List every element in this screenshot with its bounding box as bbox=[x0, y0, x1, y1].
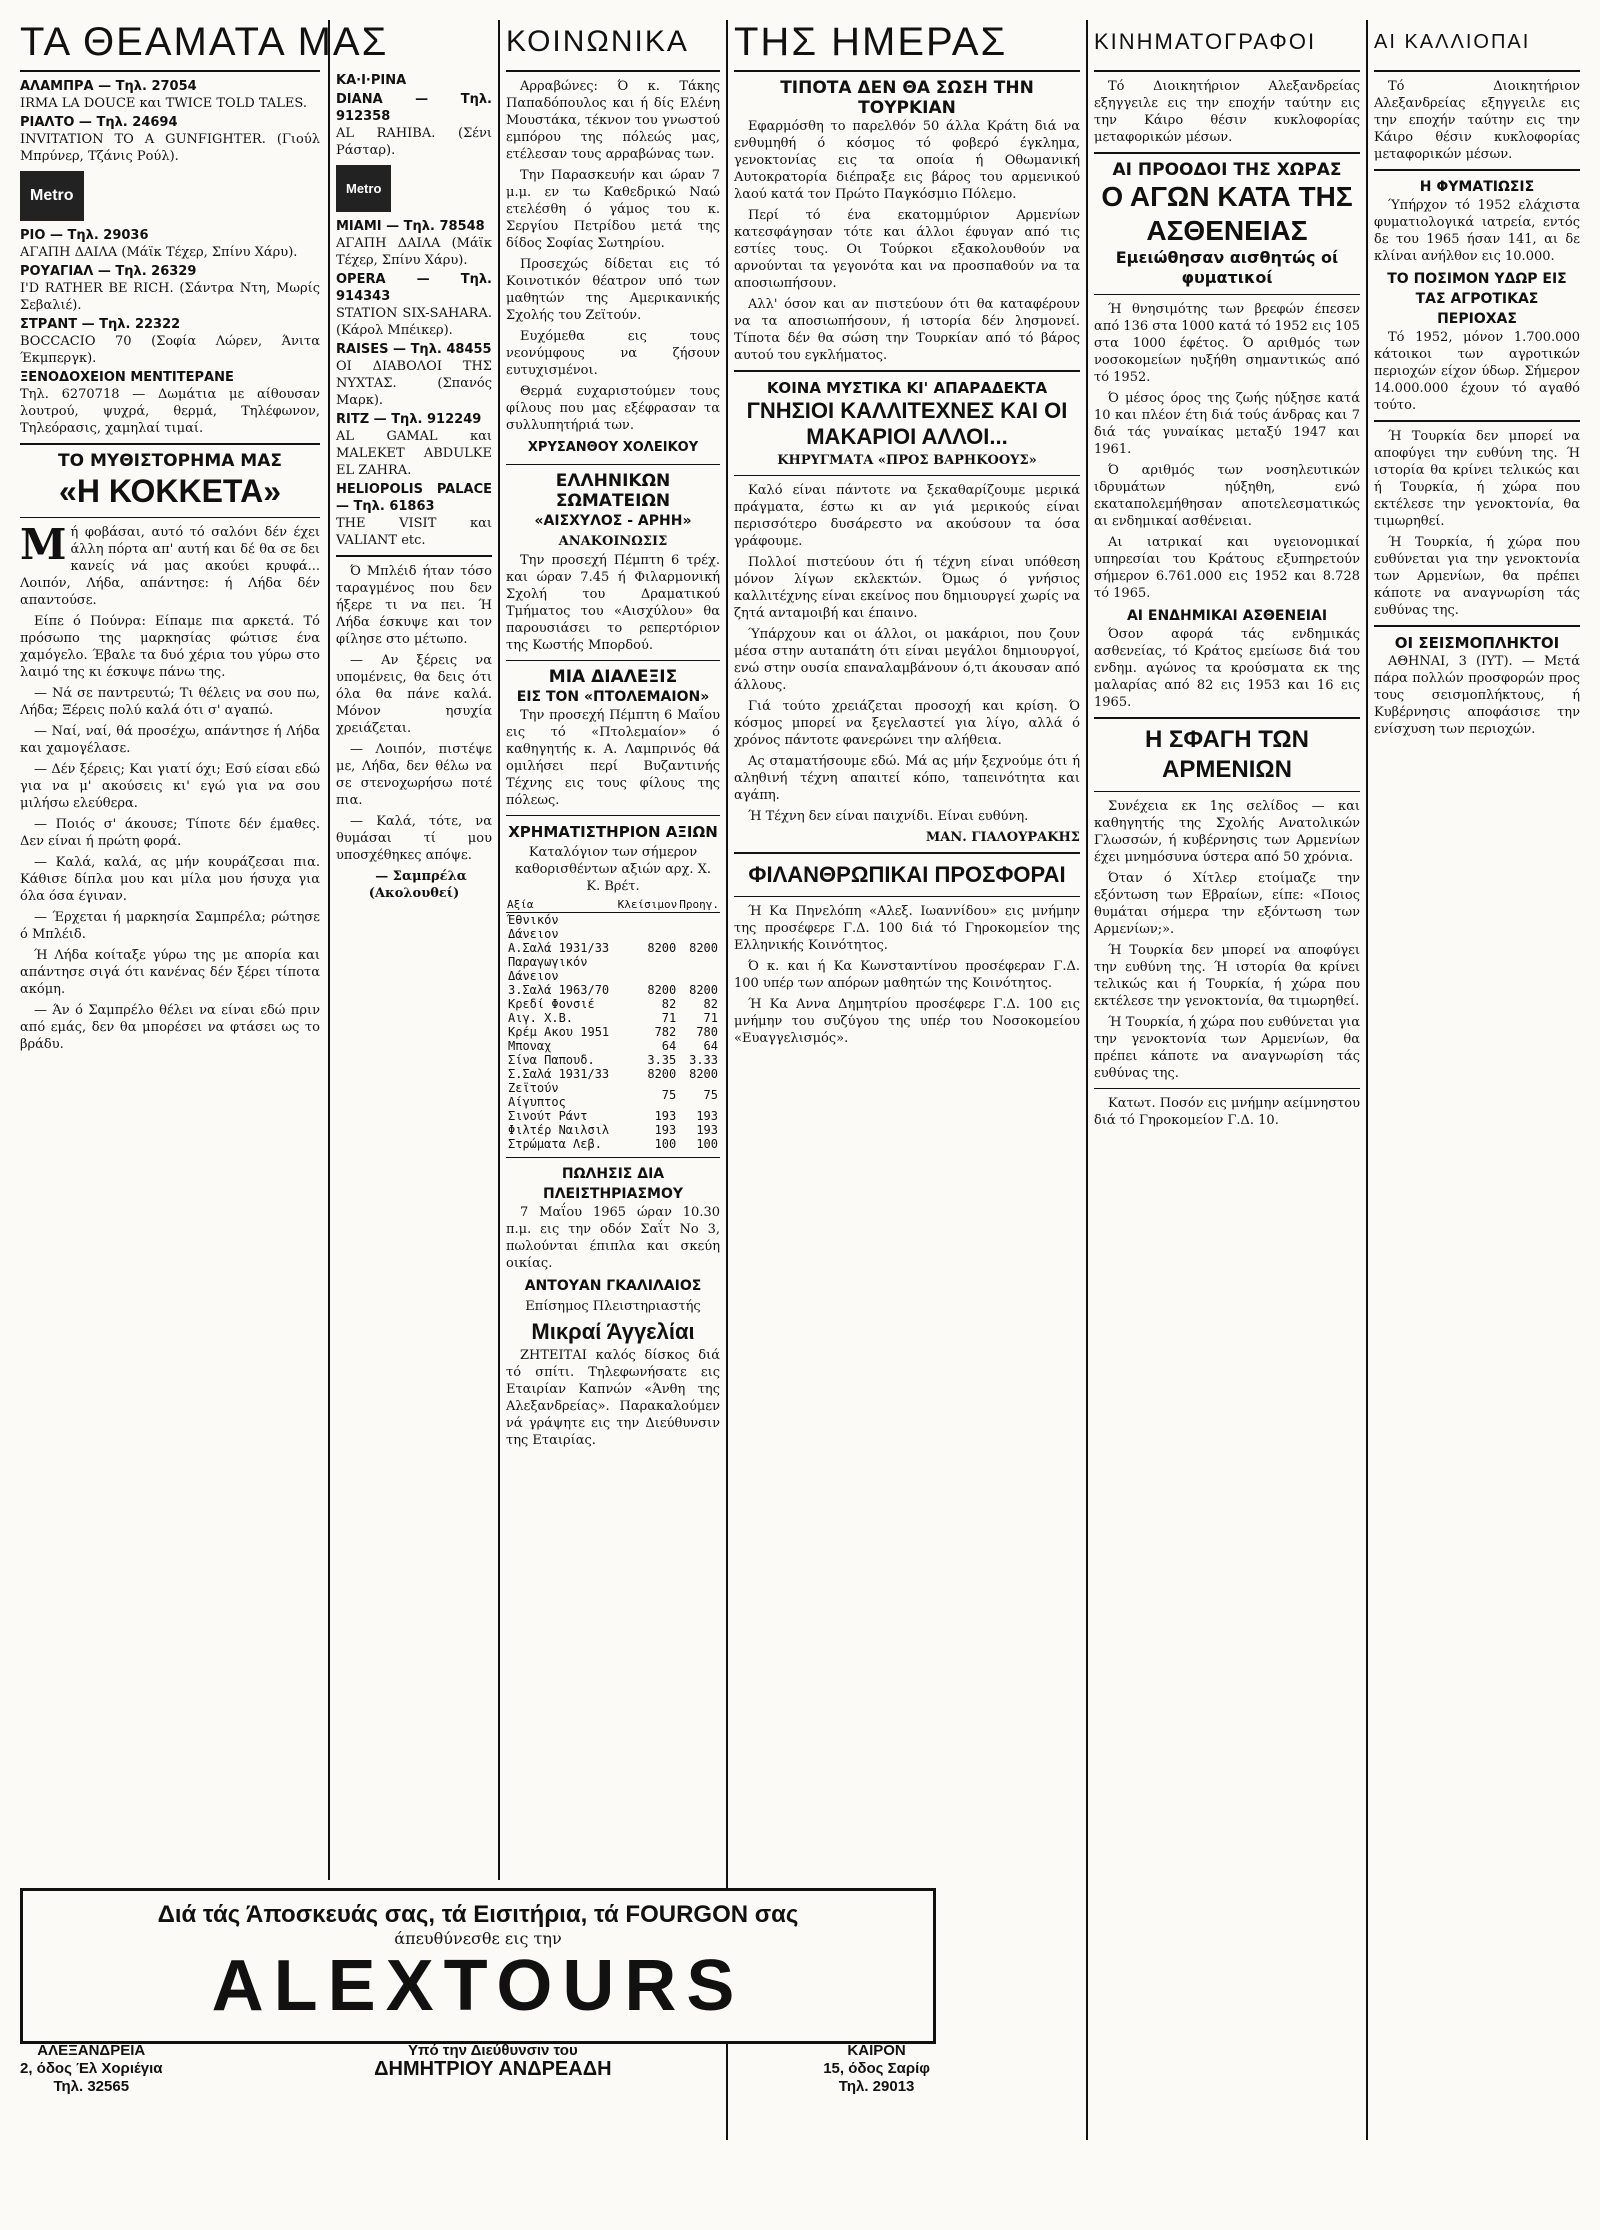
daily-title: ΤΗΣ ΗΜΕΡΑΣ bbox=[734, 20, 1008, 64]
stock-value: 782 bbox=[654, 1025, 677, 1039]
armenian-paragraph: Ή Τουρκία, ή χώρα που ευθύνεται για την γενοκτονία των Αρμενίων, θα πρέπει κάποτε να αναγνωρίση τάς ευθύνας της. bbox=[1374, 535, 1580, 618]
stock-row bbox=[506, 983, 720, 997]
stock-row bbox=[506, 913, 720, 942]
right-column bbox=[1374, 20, 1580, 2190]
stock-value: 82 bbox=[703, 997, 718, 1011]
stock-value: 8200 bbox=[689, 941, 718, 955]
novel-paragraph: — Ποιός σ' άκουσε; Τίποτε δέν έμαθες. Δεν είναι ή πρώτη φορά. bbox=[20, 817, 320, 849]
feature-paragraph: Καλό είναι πάντοτε να ξεκαθαρίζουμε μερικά πράγματα, έστω κι αν γιά μερικούς είναι περισσότερο δυσάρεστο να ακούσουν τα όσα γράφουμε. bbox=[734, 483, 1080, 549]
stock-value: 3.35 bbox=[647, 1053, 677, 1067]
newspaper-page bbox=[20, 20, 1580, 2190]
charity-paragraph: Ή Κα Αννα Δημητρίου προσέφερε Γ.Δ. 100 εις μνήμην του συζύγου της υπέρ του Νοσοκομείου «Ευαγγελισμός». bbox=[734, 997, 1080, 1046]
stock-header: Κλείσιμον bbox=[617, 898, 678, 911]
stock-name: Σινούτ Ράντ bbox=[508, 1109, 588, 1123]
stock-name: Κρέμ Ακου 1951 bbox=[508, 1025, 610, 1039]
stock-name: Έθνικόν Δάνειον bbox=[508, 913, 559, 941]
ad-line-1: Διά τάς Άποσκευάς σας, τά Εισιτήρια, τά FOURGON σας bbox=[157, 1901, 799, 1928]
ad-director: Υπό την Διεύθυνσιν του ΔΗΜΗΤΡΙΟΥ ΑΝΔΡΕΑΔΗ bbox=[374, 2042, 612, 2080]
societies-subtitle: «ΑΙΣΧΥΛΟΣ - ΑΡΗΗ» bbox=[534, 513, 692, 529]
stock-value: 64 bbox=[661, 1039, 677, 1053]
social-paragraph: Θερμά ευχαριστούμεν τους φίλους που μας εξέφρασαν τα συλλυπητήριά των. bbox=[506, 384, 720, 433]
right-title: ΑΙ ΚΑΛΛΙΟΠΑΙ bbox=[1374, 31, 1531, 53]
stock-name: Ζεϊτούν Αίγυπτος bbox=[508, 1081, 566, 1109]
stock-value: 8200 bbox=[689, 1067, 718, 1081]
lead-paragraph: Περί τό ένα εκατομμύριον Αρμενίων κατεσφάγησαν τότε και άλλοι έφυγαν από τις εστίες τους. Οι Τούρκοι εξακολουθούν να αρνούνται τα γεγονότα και να προσπαθούν να τα αποσιωπήσουν. bbox=[734, 208, 1080, 291]
lecture-title: ΜΙΑ ΔΙΑΛΕΞΙΣ bbox=[548, 667, 678, 687]
stock-value: 193 bbox=[696, 1123, 718, 1137]
novel-paragraph: — Νά σε παντρευτώ; Τι θέλεις να σου πω, Λήδα; Ξέρεις πολύ καλά ότι σ' αγαπώ. bbox=[20, 686, 320, 718]
novel-dropcap: Μ bbox=[20, 520, 67, 569]
theatres-column-2 bbox=[336, 20, 492, 2190]
theatre-entry: ΣΤΡΑΝΤ — Τηλ. 22322 BOCCACIO 70 (Σοφία Λώρεν, Άνιτα Έκμπεργκ). bbox=[20, 317, 320, 366]
social-title: ΚΟΙΝΩΝΙΚΑ bbox=[506, 25, 689, 58]
stock-row bbox=[506, 1039, 720, 1053]
stock-value: 71 bbox=[703, 1011, 718, 1025]
stock-row bbox=[506, 1067, 720, 1081]
stock-header: Προηγ. bbox=[679, 898, 719, 911]
armenian-paragraph: Ή Τουρκία δεν μπορεί να αποφύγει την ευθύνη της. Ή ιστορία θα κρίνει τελικώς και ή Τουρκία, ή χώρα που εκτέλεσε την γενοκτονία, θα τιμωρηθεί. bbox=[1094, 943, 1360, 1009]
armenian-paragraph: Όταν ό Χίτλερ ετοίμαζε την εξόντωση των Εβραίων, είπε: «Ποιος θυμάται σήμερα την εξόντωση των Αρμενίων;». bbox=[1094, 871, 1360, 937]
stock-row bbox=[506, 997, 720, 1011]
stock-value: 75 bbox=[661, 1088, 677, 1102]
stock-value: 82 bbox=[661, 997, 677, 1011]
stock-value: 8200 bbox=[689, 983, 718, 997]
metro-logo: Metro bbox=[336, 165, 391, 212]
stock-value bbox=[678, 955, 720, 983]
alextours-ad bbox=[20, 1888, 936, 2044]
stock-name: Κρεδί Φονσιέ bbox=[508, 997, 595, 1011]
lecture-subtitle: ΕΙΣ ΤΟΝ «ΠΤΟΛΕΜΑΙΟΝ» bbox=[516, 689, 710, 705]
stock-name: 3.Σαλά 1963/70 bbox=[508, 983, 610, 997]
novel-paragraph: — Άν ό Σαμπρέλο θέλει να είναι εδώ πριν από εμάς, δεν θα μπορέσει να φτάσει ως το βράδυ. bbox=[20, 1003, 320, 1052]
rural-text: Τό 1952, μόνον 1.700.000 κάτοικοι των αγροτικών περιοχών είχον ύδωρ. Σήμερον 14.000.000 έχουν τό αγαθό τούτο. bbox=[1374, 330, 1580, 413]
novel-paragraph: Μή φοβάσαι, αυτό τό σαλόνι δέν έχει άλλη πόρτα απ' αυτή και δέ θα σε δει κανείς νά μας ακούει κρυφά... Λοιπόν, Λήδα, απάντησε: ή Λήδα δέν απαντούσε. bbox=[20, 520, 320, 608]
auction-title: ΠΩΛΗΣΙΣ ΔΙΑ ΠΛΕΙΣΤΗΡΙΑΣΜΟΥ bbox=[543, 1166, 683, 1202]
stock-value: 8200 bbox=[647, 983, 677, 997]
feature-paragraph: Ύπάρχουν και οι άλλοι, οι μακάριοι, που ζουν μέσα στην αυταπάτη ότι είναι μεγάλοι δημιουργοί, ενώ στην ουσία επαναλαμβάνουν ό,τι άκουσαν από άλλους. bbox=[734, 627, 1080, 693]
auctioneer-role: Επίσημος Πλειστηριαστής bbox=[525, 1299, 701, 1314]
feature-label: ΚΟΙΝΑ ΜΥΣΤΙΚΑ ΚΙ' ΑΠΑΡΑΔΕΚΤΑ bbox=[766, 379, 1048, 397]
stock-name: Α.Σαλά 1931/33 bbox=[508, 941, 610, 955]
social-paragraph: Την Παρασκευήν και ώραν 7 μ.μ. εν τω Καθεδρικώ Ναώ ετελέσθη ό γάμος του κ. Σεργίου Πετρίδου μετά της δίδος Σοφίας Σωτηρίου. bbox=[506, 168, 720, 251]
auction-text: 7 Μαΐου 1965 ώραν 10.30 π.μ. εις την οδόν Σαΐτ Νο 3, πωλούνται έπιπλα και σκεύη οικίας. bbox=[506, 1205, 720, 1271]
stock-row bbox=[506, 1109, 720, 1123]
feature-paragraph: Ας σταματήσουμε εδώ. Μά ας μήν ξεχνούμε ότι ή αληθινή τέχνη απαιτεί κόπο, ταπεινότητα και αγάπη. bbox=[734, 754, 1080, 803]
announcement-label: ΑΝΑΚΟΙΝΩΣΙΣ bbox=[558, 534, 668, 549]
ad-footer bbox=[20, 2042, 930, 2102]
quake-text: ΑΘΗΝΑΙ, 3 (ΙΥΤ). — Μετά πάρα πολλών προσφορών προς τους σεισμοπλήκτους, ή Κυβέρνησις αποφάσισε την ενίσχυση των περιοχών. bbox=[1374, 654, 1580, 737]
stock-name: Φιλτέρ Ναιλσιλ bbox=[508, 1123, 610, 1137]
stock-name: Σίνα Παπουδ. bbox=[508, 1053, 595, 1067]
feature-paragraph: Πολλοί πιστεύουν ότι ή τέχνη είναι υπόθεση μόνον λίγων εκλεκτών. Όμως ό γνήσιος καλλιτέχνης είναι εκείνος που δημιουργεί χωρίς να ζητά ανταμοιβή και έπαινο. bbox=[734, 555, 1080, 621]
lead-paragraph: Εφαρμόσθη το παρελθόν 50 άλλα Κράτη διά να ενθυμηθή ό κόσμος τό φοβερό έγκλημα, γενοκτονίας εις τα οποία ή Οθωμανική Αυτοκρατορία διέπραξε εις βάρος του αρμενικού λαού κατά τον Πρώτο Παγκόσμιο Πόλεμο. bbox=[734, 119, 1080, 202]
ad-left-office: ΑΛΕΞΑΝΔΡΕΙΑ 2, όδος Έλ Χοριέγια Τηλ. 32565 bbox=[20, 2042, 163, 2095]
auctioneer-name: ΑΝΤΟΥΑΝ ΓΚΑΛΙΛΑΙΟΣ bbox=[524, 1278, 702, 1294]
novel-paragraph: — Καλά, τότε, να θυμάσαι τί μου υποσχέθηκες απόψε. bbox=[336, 814, 492, 863]
armenian-paragraph: Συνέχεια εκ 1ης σελίδος — και καθηγητής της Σχολής Ανατολικών Γλωσσών, ή κυβέρνησις των Αρμενίων έχει μνημόσυνα ύστερα από 50 χρόνια. bbox=[1094, 799, 1360, 865]
stock-row bbox=[506, 941, 720, 955]
progress-subtitle: Εμειώθησαν αισθητώς οί φυματικοί bbox=[1115, 248, 1339, 287]
theatre-entry: OPERA — Τηλ. 914343 STATION SIX-SAHARA. (Κάρολ Μπέικερ). bbox=[336, 272, 492, 338]
stock-value: 8200 bbox=[647, 1067, 677, 1081]
lead-paragraph: Αλλ' όσον και αν πιστεύουν ότι θα καταφέρουν να τα αποσιωπήσουν, ή ιστορία δέν λησμονεί. Τίποτα δέν θα σώση την Τουρκίαν από τό βάρος αυτού του εγκλήματος. bbox=[734, 297, 1080, 363]
announcement-text: Την προσεχή Πέμπτη 6 τρέχ. και ώραν 7.45 ή Φιλαρμονική Σχολή του Δραματικού Τμήματος του «Αισχύλου» θα παρουσιάσει το ρεπερτόριον της Κωστής Μπορδού. bbox=[506, 553, 720, 653]
stock-row bbox=[506, 1137, 720, 1151]
stock-row bbox=[506, 1025, 720, 1039]
stock-value: 780 bbox=[696, 1025, 718, 1039]
theatre-entry: DIANA — Τηλ. 912358 AL RAHIBA. (Σένι Ράσταρ). bbox=[336, 92, 492, 158]
theatre-entry: ΚΑ·Ι·ΡΙΝΑ bbox=[336, 73, 407, 88]
daily-column bbox=[734, 20, 1080, 2190]
endemic-title: ΑΙ ΕΝΔΗΜΙΚΑΙ ΑΣΘΕΝΕΙΑΙ bbox=[1126, 608, 1328, 624]
novel-paragraph: — Έρχεται ή μαρκησία Σαμπρέλα; ρώτησε ό Μπλέιδ. bbox=[20, 910, 320, 942]
progress-kicker: ΑΙ ΠΡΟΟΔΟΙ ΤΗΣ ΧΩΡΑΣ bbox=[1112, 160, 1342, 180]
progress-paragraph: Ό αριθμός των νοσηλευτικών ιδρυμάτων ηύξηθη, ενώ εκαταπολεμήθησαν αποτελεσματικώς αι ενδημικαί ασθένειαι. bbox=[1094, 463, 1360, 529]
progress-paragraph: Ό μέσος όρος της ζωής ηύξησε κατά 10 και πλέον έτη διά τούς άνδρας και 7 διά τάς γυναίκας μεταξύ 1947 και 1961. bbox=[1094, 391, 1360, 457]
cinema-title: ΚΙΝΗΜΑΤΟΓΡΑΦΟΙ bbox=[1094, 29, 1317, 54]
theatre-entry: RAISES — Τηλ. 48455 ΟΙ ΔΙΑΒΟΛΟΙ ΤΗΣ ΝΥΧΤΑΣ. (Σπανός Μαρκ). bbox=[336, 342, 492, 408]
stock-row bbox=[506, 955, 720, 983]
ad-brand: ALEXTOURS bbox=[211, 1946, 745, 2026]
progress-title: Ο ΑΓΩΝ ΚΑΤΑ ΤΗΣ ΑΣΘΕΝΕΙΑΣ bbox=[1101, 181, 1353, 246]
theatre-entry: ΡΟΥΑΓΙΑΛ — Τηλ. 26329 I'D RATHER BE RICH. (Σάντρα Ντη, Μωρίς Σεβαλιέ). bbox=[20, 264, 320, 313]
footnote: Κατωτ. Ποσόν εις μνήμην αείμνηστου διά τό Γηροκομείον Γ.Δ. 10. bbox=[1094, 1096, 1360, 1128]
metro-logo: Metro bbox=[20, 171, 84, 221]
novel-paragraph: Ή Λήδα κοίταξε γύρω της με απορία και απάντησε σιγά ότι κανένας δέν ξέρει τίποτα ακόμη. bbox=[20, 948, 320, 997]
theatre-list-left bbox=[20, 78, 320, 437]
stock-value: 193 bbox=[696, 1109, 718, 1123]
social-paragraph: Αρραβώνες: Ό κ. Τάκης Παπαδόπουλος και ή δίς Ελένη Μουστάκα, τέκνον του γνωστού εμπόρου της πόλεώς μας, ετέλεσαν τους αρραβώνας των. bbox=[506, 79, 720, 162]
stock-table bbox=[506, 897, 720, 1151]
short-note: Τό Διοικητήριον Αλεξανδρείας εξηγγειλε εις την εποχήν ταύτην εις την Κάιρο θέσιν κυκλοφορίας μεταφορικών μέσων. bbox=[1094, 79, 1360, 145]
column-rule bbox=[328, 20, 330, 1880]
stock-name: Παραγωγικόν Δάνειον bbox=[508, 955, 588, 983]
stock-row bbox=[506, 1081, 720, 1109]
stock-note: Καταλόγιον των σήμερον καθορισθέντων αξιών αρχ. Χ. Κ. Βρέτ. bbox=[514, 845, 712, 894]
endemic-text: Όσον αφορά τάς ενδημικάς ασθενείας, τό Κράτος εμείωσε διά του ενδημ. αγώνος τα κρούσματα εκ της μαλαρίας από 82 εις 1953 και 16 εις 1965. bbox=[1094, 627, 1360, 710]
stock-row bbox=[506, 1123, 720, 1137]
stock-value: 75 bbox=[703, 1088, 718, 1102]
classifieds-title: Μικραί Άγγελίαι bbox=[531, 1319, 695, 1344]
stock-value bbox=[617, 913, 679, 942]
charity-title: ΦΙΛΑΝΘΡΩΠΙΚΑΙ ΠΡΟΣΦΟΡΑΙ bbox=[748, 862, 1066, 887]
theatre-entry: HELIOPOLIS PALACE — Τηλ. 61863 THE VISIT και VALIANT etc. bbox=[336, 482, 492, 548]
stock-value: 193 bbox=[654, 1123, 677, 1137]
novel-title: «Η ΚΟΚΚΕΤΑ» bbox=[59, 473, 281, 509]
stock-value: 8200 bbox=[647, 941, 677, 955]
right-note: Τό Διοικητήριον Αλεξανδρείας εξηγγειλε εις την εποχήν ταύτην εις την Κάιρο θέσιν κυκλοφορίας μεταφορικών μέσων. bbox=[1374, 79, 1580, 162]
theatre-entry: ΡΙΑΛΤΟ — Τηλ. 24694 INVITATION TO A GUNFIGHTER. (Γιούλ Μπρύνερ, Τζάνις Ρούλ). bbox=[20, 115, 320, 164]
stock-value: 71 bbox=[661, 1011, 677, 1025]
theatre-entry: ΡΙΟ — Τηλ. 29036 ΑΓΑΠΗ ΔΑΙΛΑ (Μάϊκ Τέχερ, Σπίνυ Χάρυ). bbox=[20, 228, 298, 260]
stock-name: Αιγ. Χ.Β. bbox=[508, 1011, 574, 1025]
social-paragraph: Προσεχώς δίδεται εις τό Κοινοτικόν θέατρον υπό των μαθητών της Αμερικανικής Σχολής του Ζεϊτούν. bbox=[506, 257, 720, 323]
novel-paragraph: Ό Μπλέιδ ήταν τόσο ταραγμένος που δεν ήξερε τι να πει. Ή Λήδα έσκυψε και τον φίλησε στο μέτωπο. bbox=[336, 564, 492, 647]
stock-value: 100 bbox=[654, 1137, 677, 1151]
tb-title: Η ΦΥΜΑΤΙΩΣΙΣ bbox=[1419, 179, 1535, 195]
news-column bbox=[1094, 20, 1360, 2190]
armenian-paragraph: Ή Τουρκία δεν μπορεί να αποφύγει την ευθύνη της. Ή ιστορία θα κρίνει τελικώς και ή Τουρκία, ή χώρα που εκτέλεσε την γενοκτονία, θα τιμωρηθεί. bbox=[1374, 429, 1580, 529]
ad-line-2: άπευθύνεσθε εις την bbox=[394, 1929, 562, 1948]
stock-value: 100 bbox=[696, 1137, 718, 1151]
column-rule bbox=[1086, 20, 1088, 2140]
rural-title: ΤΟ ΠΟΣΙΜΟΝ ΥΔΩΡ ΕΙΣ ΤΑΣ ΑΓΡΟΤΙΚΑΣ ΠΕΡΙΟΧΑΣ bbox=[1387, 271, 1567, 327]
novel-section: ΤΟ ΜΥΘΙΣΤΟΡΗΜΑ ΜΑΣ bbox=[58, 451, 282, 471]
novel-paragraph: — Λοιπόν, πιστέψε με, Λήδα, δεν θέλω να σε στενοχωρήσω ποτέ πια. bbox=[336, 742, 492, 808]
novel-paragraph: — Καλά, καλά, ας μήν κουράζεσαι πια. Κάθισε δίπλα μου και μίλα μου ήσυχα για όλα όσα έγιναν. bbox=[20, 855, 320, 904]
hotel-ad: ΞΕΝΟΔΟΧΕΙΟΝ ΜΕΝΤΙΤΕΡΑΝΕ Τηλ. 6270718 — Δωμάτια με αίθουσαν λουτρού, ψυχρά, θερμά, Τηλέφωνον, Τηλεόρασις, χαμηλαί τιμαί. bbox=[20, 370, 320, 436]
stock-name: Σ.Σαλά 1931/33 bbox=[508, 1067, 610, 1081]
stock-value bbox=[678, 913, 720, 942]
stock-value: 3.33 bbox=[689, 1053, 718, 1067]
stock-value: 64 bbox=[703, 1039, 718, 1053]
progress-paragraph: Ή θνησιμότης των βρεφών έπεσεν από 136 στα 1000 κατά τό 1952 εις 105 στα 1000 έφέτος. Ό αριθμός των νοσοκομείων ηυξήθη σημαντικώς από τό 1952. bbox=[1094, 302, 1360, 385]
feature-subtitle: ΚΗΡΥΓΜΑΤΑ «ΠΡΟΣ ΒΑΡΗΚΟΟΥΣ» bbox=[777, 453, 1037, 468]
stock-value bbox=[617, 955, 679, 983]
social-paragraph: Ευχόμεθα εις τους νεονύμφους να ζήσουν ευτυχισμένοι. bbox=[506, 329, 720, 378]
social-column bbox=[506, 20, 720, 2190]
armenian-paragraph: Ή Τουρκία, ή χώρα που ευθύνεται για την γενοκτονία των Αρμενίων, θα πρέπει κάποτε να αναγνωρίση τάς ευθύνας της. bbox=[1094, 1015, 1360, 1081]
classifieds-text: ΖΗΤΕΙΤΑΙ καλός δίσκος διά τό σπίτι. Τηλεφωνήσατε εις Εταιρίαν Καπνών «Άνθη της Αλεξανδρείας». Παρακαλούμεν νά γράψητε εις την Διεύθυνσιν της Εταιρίας. bbox=[506, 1348, 720, 1448]
feature-author: ΜΑΝ. ΓΙΑΛΟΥΡΑΚΗΣ bbox=[925, 830, 1080, 845]
stock-title: ΧΡΗΜΑΤΙΣΤΗΡΙΟΝ ΑΞΙΩΝ bbox=[508, 823, 718, 841]
stock-row bbox=[506, 1053, 720, 1067]
societies-title: ΕΛΛΗΝΙΚΩΝ ΣΩΜΑΤΕΙΩΝ bbox=[555, 471, 671, 511]
lead-title: ΤΙΠΟΤΑ ΔΕΝ ΘΑ ΣΩΣΗ ΤΗΝ ΤΟΥΡΚΙΑΝ bbox=[780, 78, 1034, 118]
column-rule bbox=[726, 20, 728, 2140]
progress-paragraph: Αι ιατρικαί και υγειονομικαί υπηρεσίαι του Κράτους εξυπηρετούν σήμερον 6.761.000 εις 1952 και 8.728 τό 1965. bbox=[1094, 535, 1360, 601]
tb-text: Ύπήρχον τό 1952 ελάχιστα φυματιολογικά ιατρεία, εντός δε του 1965 ήσαν 141, αι δε κλίναι ανήλθον εις 10.000. bbox=[1374, 198, 1580, 264]
chronicle-title: ΧΡΥΣΑΝΘΟΥ ΧΟΛΕΙΚΟΥ bbox=[527, 440, 699, 455]
stock-value: 193 bbox=[654, 1109, 677, 1123]
feature-title: ΓΝΗΣΙΟΙ ΚΑΛΛΙΤΕΧΝΕΣ ΚΑΙ ΟΙ ΜΑΚΑΡΙΟΙ ΑΛΛΟΙ... bbox=[746, 398, 1068, 449]
theatre-entry: RITZ — Τηλ. 912249 AL GAMAL και MALEKET ABDULKE EL ZAHRA. bbox=[336, 412, 492, 478]
novel-paragraph: — Ναί, ναί, θά προσέχω, απάντησε ή Λήδα και χαμογέλασε. bbox=[20, 724, 320, 756]
armenian-title: Η ΣΦΑΓΗ ΤΩΝ ΑΡΜΕΝΙΩΝ bbox=[1144, 726, 1309, 783]
column-rule bbox=[1366, 20, 1368, 2140]
ad-right-office: ΚΑΪΡΟΝ 15, όδος Σαρίφ Τηλ. 29013 bbox=[823, 2042, 930, 2095]
novel-continued: — Σαμπρέλα (Ακολουθεί) bbox=[368, 869, 467, 901]
novel-paragraph: Είπε ό Πούνρα: Είπαμε πια αρκετά. Τό πρόσωπο της μαρκησίας φώτισε ένα χαμόγελο. Έβαλε τα δυό χέρια του γύρω στο λαιμό της κι έσκυψε πάνω της. bbox=[20, 614, 320, 680]
stock-header: Αξία bbox=[506, 897, 617, 913]
quake-title: ΟΙ ΣΕΙΣΜΟΠΛΗΚΤΟΙ bbox=[1394, 634, 1560, 652]
charity-paragraph: Ή Κα Πηνελόπη «Αλεξ. Ιωαννίδου» εις μνήμην της προσέφερε Γ.Δ. 100 διά τό Γηροκομείον της Ελληνικής Κοινότητος. bbox=[734, 904, 1080, 953]
feature-paragraph: Ή Τέχνη δεν είναι παιχνίδι. Είναι ευθύνη. bbox=[748, 809, 1029, 824]
stock-row bbox=[506, 1011, 720, 1025]
novel-paragraph: — Δέν ξέρεις; Και γιατί όχι; Εσύ είσαι εδώ για να μ' ακούσεις κι' εγώ για να σου μιλήσω ελεύθερα. bbox=[20, 762, 320, 811]
stock-name: Στρώματα Λεβ. bbox=[508, 1137, 602, 1151]
feature-paragraph: Γιά τούτο χρειάζεται προσοχή και κρίση. Ό κόσμος μπορεί να ξεγελαστεί για λίγο, αλλά ό χρόνος πάντοτε φανερώνει την αλήθεια. bbox=[734, 699, 1080, 748]
novel-paragraph: — Αν ξέρεις να υπομένεις, θα δεις ότι όλα θα πάνε καλά. Μόνον ησυχία χρειάζεται. bbox=[336, 653, 492, 736]
theatre-entry: ΑΛΑΜΠΡΑ — Τηλ. 27054 IRMA LA DOUCE και TWICE TOLD TALES. bbox=[20, 79, 307, 111]
charity-paragraph: Ό κ. και ή Κα Κωνσταντίνου προσέφεραν Γ.Δ. 100 υπέρ των απόρων μαθητών της Κοινότητος. bbox=[734, 959, 1080, 991]
stock-name: Μποναχ bbox=[508, 1039, 552, 1053]
column-rule bbox=[498, 20, 500, 1880]
theatres-title: ΤΑ ΘΕΑΜΑΤΑ ΜΑΣ bbox=[20, 20, 389, 64]
theatre-entry: MIAMI — Τηλ. 78548 ΑΓΑΠΗ ΔΑΙΛΑ (Μάϊκ Τέχερ, Σπίνυ Χάρυ). bbox=[336, 219, 492, 268]
lecture-text: Την προσεχή Πέμπτη 6 Μαΐου εις τό «Πτολεμαίον» ό καθηγητής κ. Α. Λαμπρινός θά ομιλήσει περί Βυζαντινής Τέχνης εις τους φίλους της πόλεως. bbox=[506, 708, 720, 808]
